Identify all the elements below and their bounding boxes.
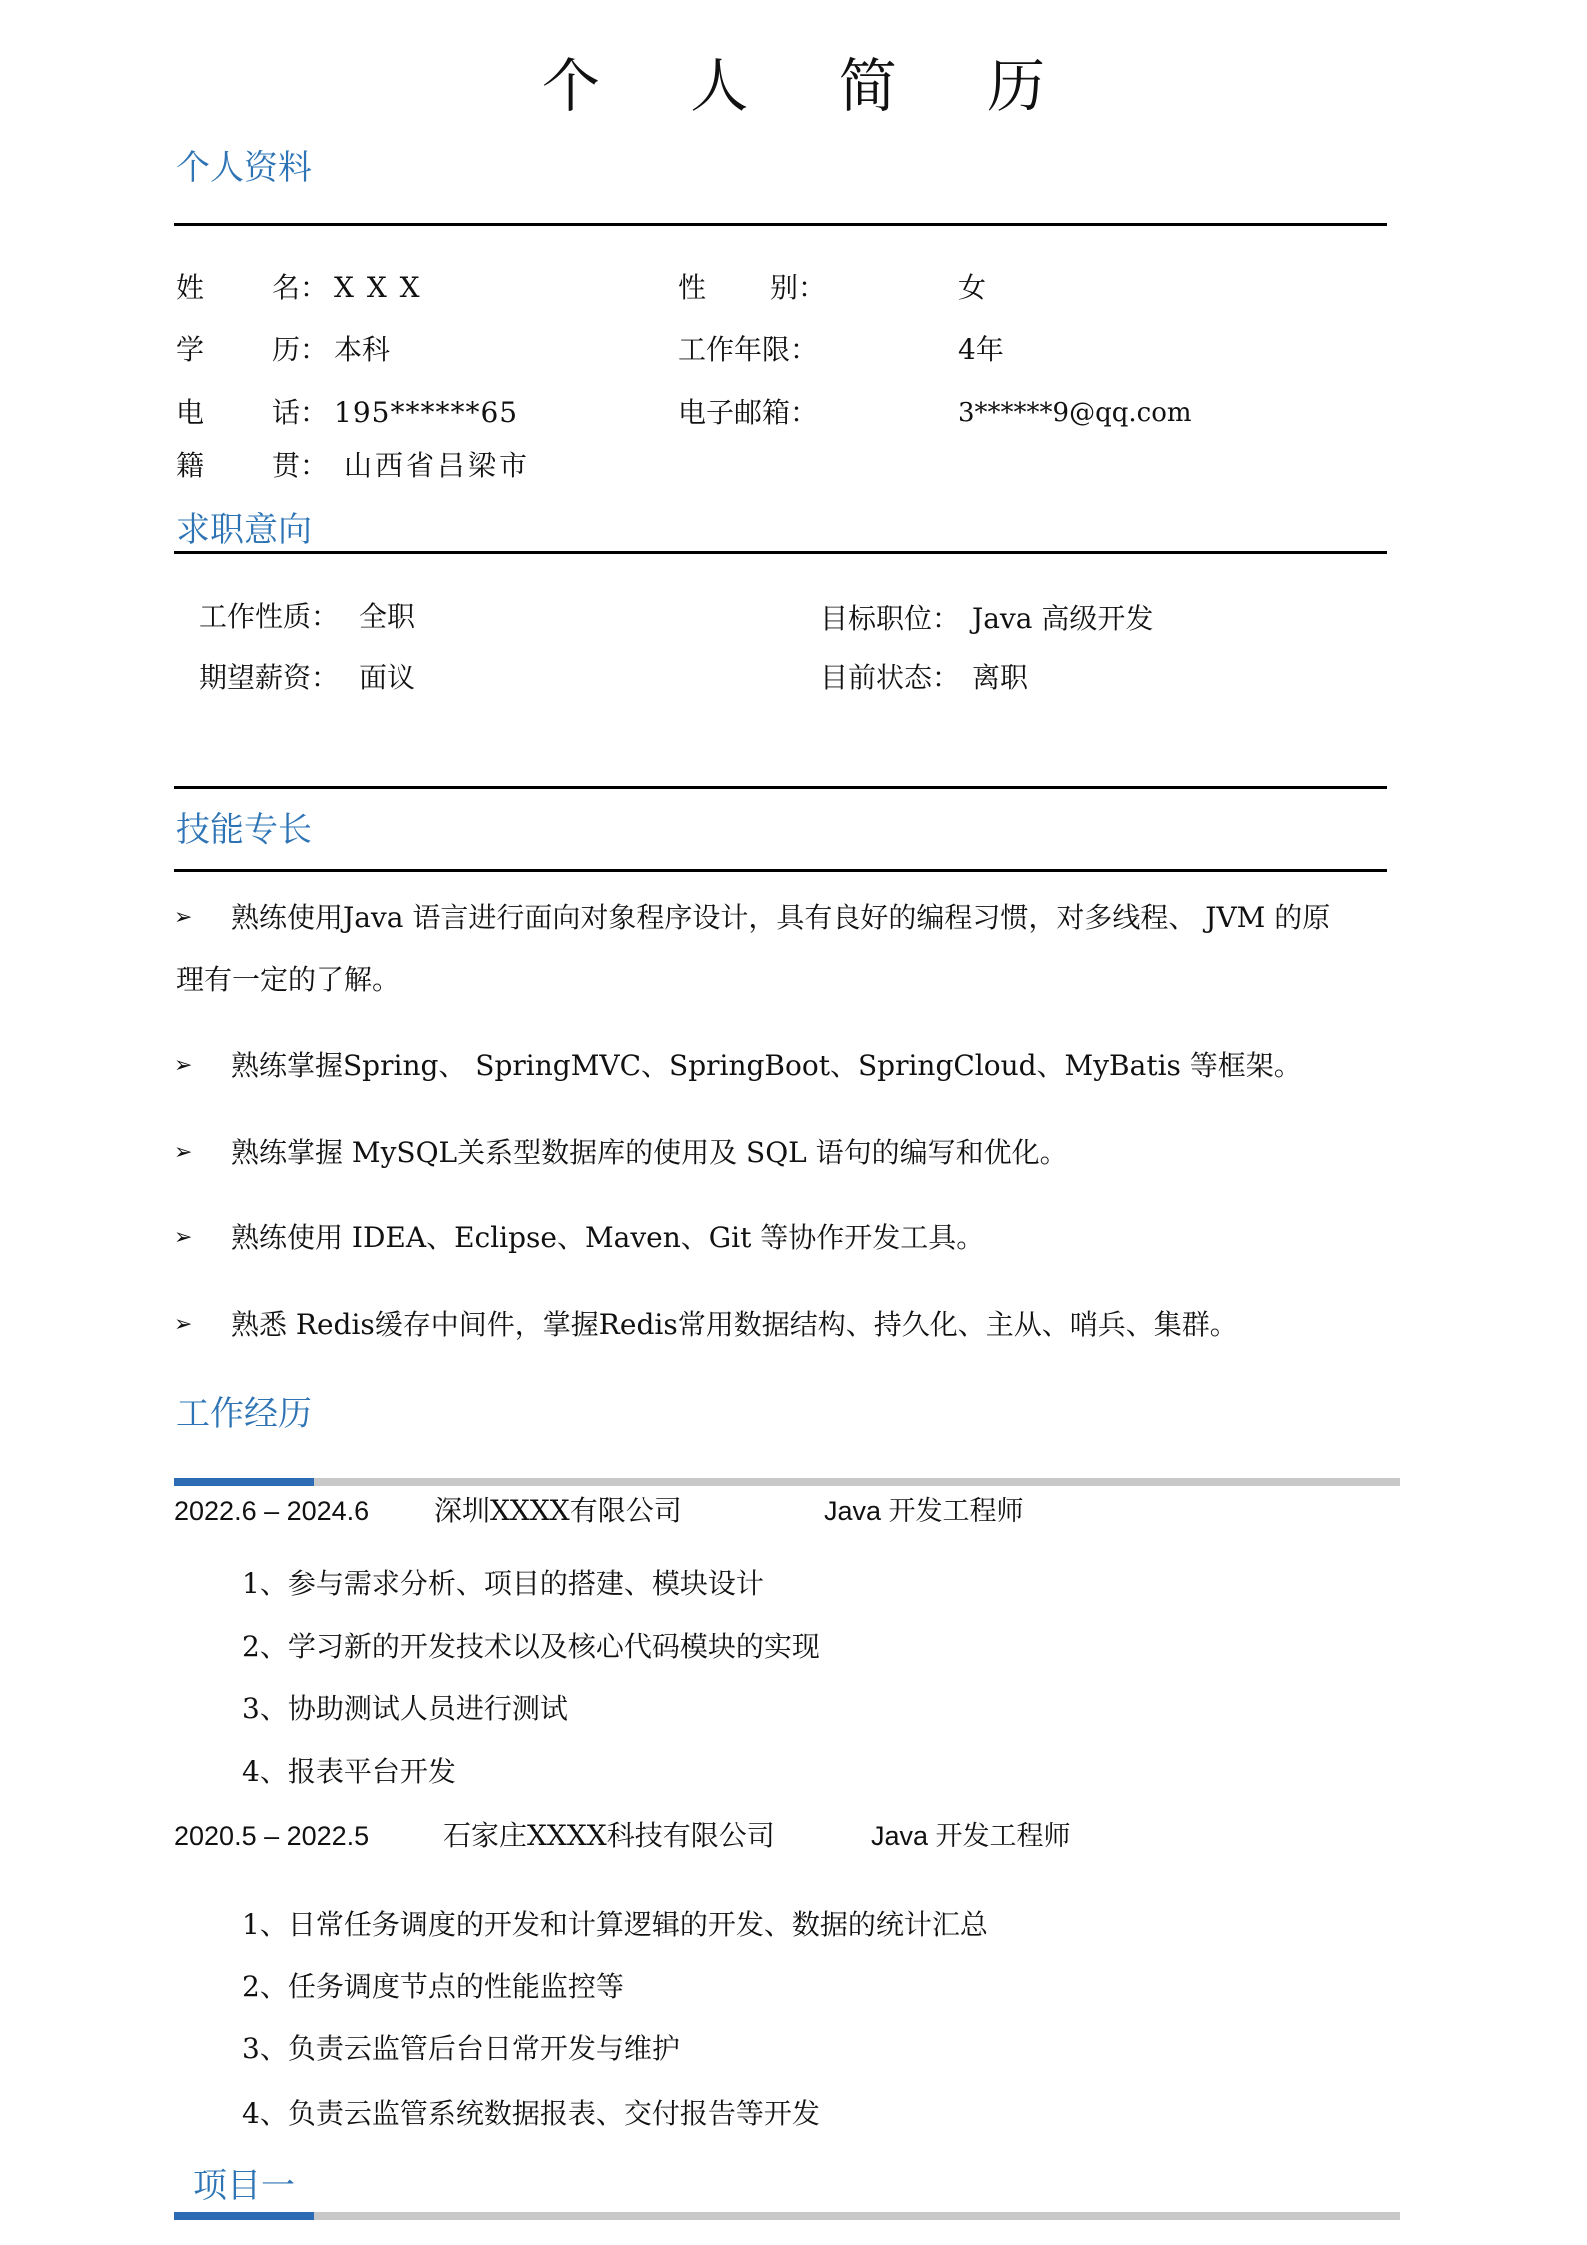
work-company: 石家庄XXXX科技有限公司: [443, 1819, 775, 1852]
arrow-bullet-icon: ➢: [174, 1140, 193, 1165]
work-role: Java 开发工程师: [871, 1821, 1071, 1851]
arrow-bullet-icon: ➢: [174, 1053, 193, 1078]
arrow-bullet-icon: ➢: [174, 905, 193, 930]
name-label-b: 名：: [272, 271, 329, 304]
gender-label-a: 性: [678, 271, 707, 304]
work-duty: 4、报表平台开发: [242, 1755, 456, 1788]
section-heading-work: 工作经历: [176, 1394, 312, 1434]
skill-text: 熟练使用Java 语言进行面向对象程序设计，具有良好的编程习惯，对多线程、 JVM 的原: [231, 901, 1331, 934]
skill-text: 熟悉 Redis缓存中间件，掌握Redis常用数据结构、持久化、主从、哨兵、集群。: [231, 1308, 1238, 1341]
section-heading-skills: 技能专长: [176, 810, 312, 850]
education-value: 本科: [334, 333, 391, 366]
email-label: 电子邮箱：: [678, 396, 819, 429]
salary-label: 期望薪资：: [199, 661, 340, 694]
work-duty: 2、学习新的开发技术以及核心代码模块的实现: [242, 1630, 820, 1663]
work-period: 2022.6 – 2024.6: [174, 1496, 370, 1526]
salary-value: 面议: [359, 661, 416, 694]
section-heading-project: 项目一: [193, 2166, 295, 2206]
work-duty: 2、任务调度节点的性能监控等: [242, 1970, 624, 2003]
work-period: 2020.5 – 2022.5: [174, 1821, 370, 1851]
status-label: 目前状态：: [820, 661, 961, 694]
phone-label-b: 话：: [272, 396, 329, 429]
email-value: 3******9@qq.com: [958, 398, 1192, 428]
status-value: 离职: [972, 661, 1029, 694]
section-heading-intent: 求职意向: [176, 510, 312, 550]
divider: [174, 551, 1387, 554]
job-type-value: 全职: [359, 600, 416, 633]
work-duty: 3、负责云监管后台日常开发与维护: [242, 2032, 680, 2065]
education-label-b: 历：: [272, 333, 329, 366]
divider: [174, 786, 1387, 789]
work-duty: 1、日常任务调度的开发和计算逻辑的开发、数据的统计汇总: [242, 1908, 988, 1941]
target-position-value: Java 高级开发: [972, 602, 1154, 635]
arrow-bullet-icon: ➢: [174, 1225, 193, 1250]
section-bar: [174, 2212, 1400, 2220]
section-bar-accent: [174, 2212, 314, 2220]
skill-text: 熟练使用 IDEA、Eclipse、Maven、Git 等协作开发工具。: [231, 1221, 985, 1254]
education-label-a: 学: [176, 333, 205, 366]
name-value: X X X: [334, 271, 422, 304]
hometown-label-a: 籍: [176, 449, 205, 482]
phone-label-a: 电: [176, 396, 205, 429]
section-heading-profile: 个人资料: [176, 148, 312, 188]
gender-value: 女: [958, 271, 987, 304]
skill-text-continued: 理有一定的了解。: [176, 963, 401, 996]
skill-text: 熟练掌握Spring、 SpringMVC、SpringBoot、SpringCloud、MyBatis 等框架。: [231, 1049, 1302, 1082]
divider: [174, 223, 1387, 226]
divider: [174, 869, 1387, 872]
hometown-value: 山西省吕梁市: [344, 449, 531, 482]
years-value: 4年: [958, 333, 1004, 366]
gender-label-b: 别：: [770, 271, 827, 304]
page-title: 个 人 简 历: [541, 52, 1082, 120]
work-role: Java 开发工程师: [824, 1496, 1024, 1526]
section-bar-accent: [174, 1478, 314, 1486]
target-position-label: 目标职位：: [820, 602, 961, 635]
work-company: 深圳XXXX有限公司: [434, 1494, 682, 1527]
name-label-a: 姓: [176, 271, 205, 304]
phone-value: 195******65: [334, 396, 519, 429]
work-duty: 4、负责云监管系统数据报表、交付报告等开发: [242, 2097, 820, 2130]
work-duty: 1、参与需求分析、项目的搭建、模块设计: [242, 1567, 764, 1600]
years-label: 工作年限：: [678, 333, 819, 366]
job-type-label: 工作性质：: [199, 600, 340, 633]
section-bar: [174, 1478, 1400, 1486]
hometown-label-b: 贯：: [272, 449, 329, 482]
skill-text: 熟练掌握 MySQL关系型数据库的使用及 SQL 语句的编写和优化。: [231, 1136, 1068, 1169]
arrow-bullet-icon: ➢: [174, 1312, 193, 1337]
work-duty: 3、协助测试人员进行测试: [242, 1692, 568, 1725]
